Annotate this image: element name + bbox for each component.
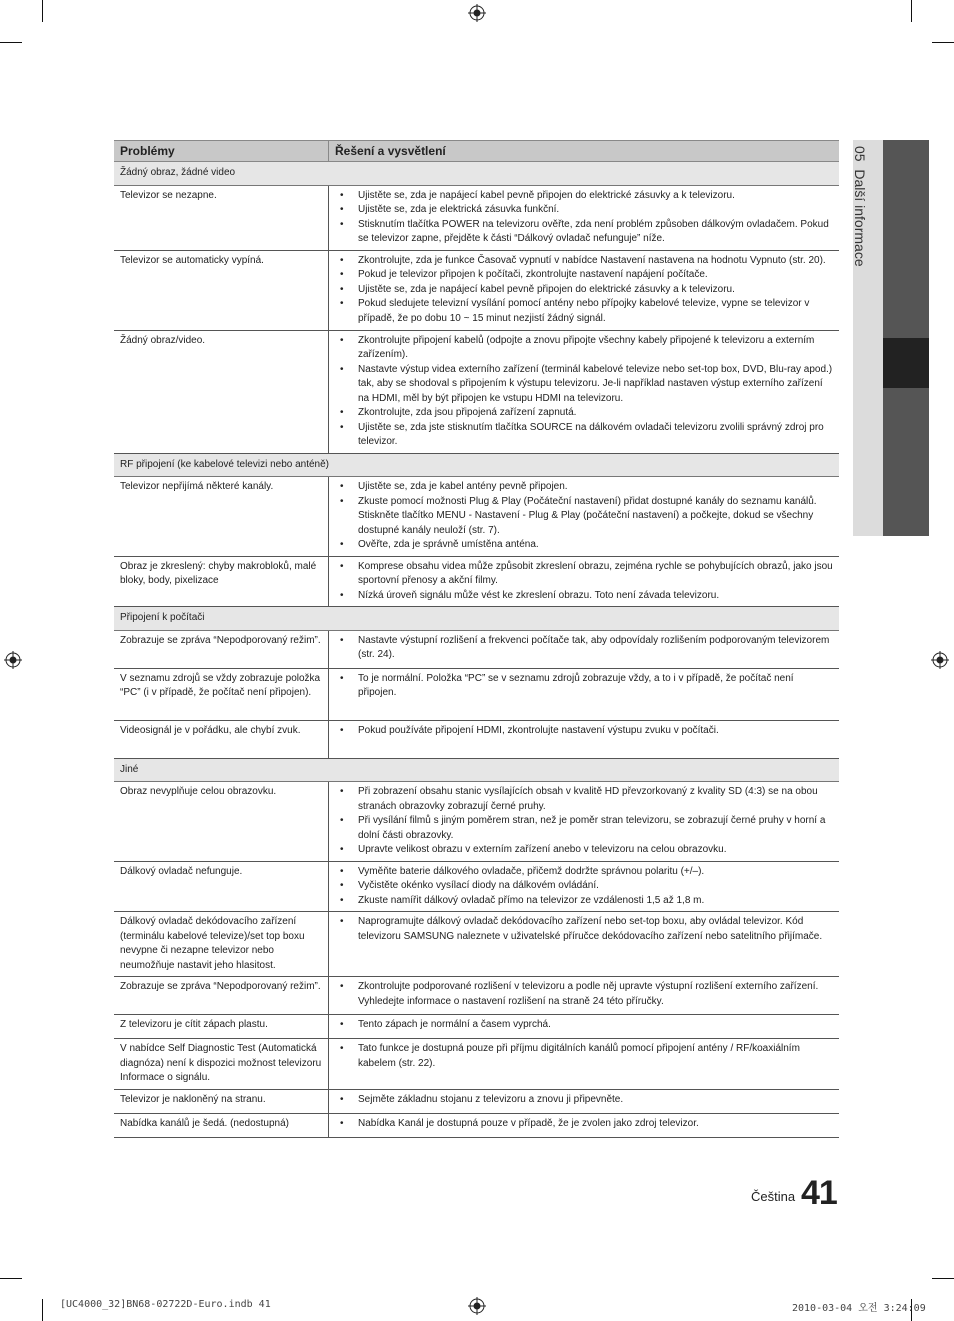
solution-cell xyxy=(329,1113,840,1137)
problem-cell: Dálkový ovladač nefunguje. xyxy=(114,861,329,912)
solution-cell xyxy=(329,1015,840,1039)
solution-item: • Ujistěte se, zda je napájecí kabel pevně připojen do elektrické zásuvky a k televizoru. xyxy=(335,283,833,298)
table-row xyxy=(114,1015,839,1039)
solution-list xyxy=(335,254,833,327)
table-header-row xyxy=(114,141,839,162)
solution-item: • Komprese obsahu videa může způsobit zkreslení obrazu, zejména rychle se pohybujících obrazů, jako jsou sportovní přenosy a akční filmy. xyxy=(335,560,833,589)
table-row xyxy=(114,630,839,668)
solution-cell xyxy=(329,720,840,758)
table-row xyxy=(114,977,839,1015)
registration-mark-icon xyxy=(468,4,486,22)
solution-cell xyxy=(329,185,840,250)
solution-item: • Pokud sledujete televizní vysílání pomocí antény nebo přípojky kabelové televize, vypne se televizor v případě, že po dobu 10 ~ 15 minut nezjistí žádný signál. xyxy=(335,297,833,326)
table-row xyxy=(114,250,839,330)
table-body xyxy=(114,162,839,1138)
solution-item: • Ujistěte se, zda je elektrická zásuvka funkční. xyxy=(335,203,833,218)
side-tab-marker xyxy=(883,338,929,388)
table-row xyxy=(114,782,839,862)
solution-cell xyxy=(329,782,840,862)
problem-cell: Obraz nevyplňuje celou obrazovku. xyxy=(114,782,329,862)
solution-item: • Tato funkce je dostupná pouze při příjmu digitálních kanálů pomocí připojení antény / RF/koaxiálním kabelem (str. 22). xyxy=(335,1042,833,1071)
section-header-row xyxy=(114,162,839,186)
problem-cell: V nabídce Self Diagnostic Test (Automatická diagnóza) není k dispozici možnost televizoru Informace o signálu. xyxy=(114,1039,329,1090)
solution-item: • Zkuste namířit dálkový ovladač přímo na televizor ze vzdálenosti 1,5 až 1,8 m. xyxy=(335,894,833,909)
table-row xyxy=(114,1089,839,1113)
table-row xyxy=(114,477,839,557)
solution-list xyxy=(335,480,833,553)
solution-item: • Ujistěte se, zda jste stisknutím tlačítka SOURCE na dálkovém ovladači televizoru zvolili správný zdroj pro televizor. xyxy=(335,421,833,450)
registration-mark-icon xyxy=(4,651,22,669)
problem-cell: Televizor nepřijímá některé kanály. xyxy=(114,477,329,557)
solution-item: • Při zobrazení obsahu stanic vysílajících obsah v kvalitě HD převzorkovaný z kvality SD (4:3) se na obou stranách obrazovky zobrazují černé pruhy. xyxy=(335,785,833,814)
solution-cell xyxy=(329,1039,840,1090)
crop-mark xyxy=(42,1299,43,1321)
solution-item: • Sejměte základnu stojanu z televizoru a znovu ji připevněte. xyxy=(335,1093,833,1108)
solution-cell xyxy=(329,977,840,1015)
solution-item: • Při vysílání filmů s jiným poměrem stran, než je poměr stran televizoru, se zobrazují černé pruhy v horní a dolní části obrazovky. xyxy=(335,814,833,843)
solution-item: • Nabídka Kanál je dostupná pouze v případě, že je zvolen jako zdroj televizor. xyxy=(335,1117,833,1132)
solution-item: • Nastavte výstupní rozlišení a frekvenci počítače tak, aby odpovídaly rozlišením podporovaným televizorem (str. 24). xyxy=(335,634,833,663)
solution-item: • Zkuste pomocí možnosti Plug & Play (Počáteční nastavení) přidat dostupné kanály do seznamu kanálů. Stiskněte tlačítko MENU - Nastavení - Plug & Play (počáteční nastavení) a počkejte, dokud se všechny dostupné kanály neuloží (str. 7). xyxy=(335,495,833,539)
problem-cell: Zobrazuje se zpráva “Nepodporovaný režim”. xyxy=(114,977,329,1015)
solution-list xyxy=(335,785,833,858)
problem-cell: V seznamu zdrojů se vždy zobrazuje položka “PC” (i v případě, že počítač není připojen). xyxy=(114,668,329,720)
chapter-number: 05 xyxy=(852,146,868,162)
section-title: Žádný obraz, žádné video xyxy=(114,162,839,186)
problem-cell: Televizor se nezapne. xyxy=(114,185,329,250)
section-title: RF připojení (ke kabelové televizi nebo anténě) xyxy=(114,453,839,477)
solution-item: • Pokud je televizor připojen k počítači, zkontrolujte nastavení napájení počítače. xyxy=(335,268,833,283)
table-row xyxy=(114,556,839,607)
solution-item: • Zkontrolujte podporované rozlišení v televizoru a podle něj upravte výstupní rozlišení externího zařízení. Vyhledejte informace o nastavení rozlišení na straně 24 této příručky. xyxy=(335,980,833,1009)
registration-mark-icon xyxy=(468,1297,486,1315)
table-row xyxy=(114,1039,839,1090)
solution-cell xyxy=(329,861,840,912)
crop-mark xyxy=(0,1278,22,1279)
solution-item: • Ujistěte se, zda je napájecí kabel pevně připojen do elektrické zásuvky a k televizoru. xyxy=(335,189,833,204)
problem-cell: Dálkový ovladač dekódovacího zařízení (terminálu kabelové televize)/set top boxu nevypne či nezapne televizor nebo neumožňuje nastavit jeho hlasitost. xyxy=(114,912,329,977)
problem-cell: Televizor se automaticky vypíná. xyxy=(114,250,329,330)
header-solutions: Řešení a vysvětlení xyxy=(329,141,840,162)
solution-cell xyxy=(329,477,840,557)
solution-item: • Vyčistěte okénko vysílací diody na dálkovém ovládání. xyxy=(335,879,833,894)
solution-list xyxy=(335,634,833,663)
problem-cell: Z televizoru je cítit zápach plastu. xyxy=(114,1015,329,1039)
crop-mark xyxy=(932,1278,954,1279)
solution-list xyxy=(335,1018,833,1033)
language-label: Čeština xyxy=(751,1189,796,1204)
problem-cell: Zobrazuje se zpráva “Nepodporovaný režim”. xyxy=(114,630,329,668)
crop-mark xyxy=(0,42,22,43)
solution-item: • Zkontrolujte připojení kabelů (odpojte a znovu připojte všechny kabely připojené k televizoru a externím zařízením). xyxy=(335,334,833,363)
section-title: Jiné xyxy=(114,758,839,782)
solution-list xyxy=(335,1042,833,1071)
table-row xyxy=(114,668,839,720)
solution-item: • Nastavte výstup videa externího zařízení (terminál kabelové televize nebo set-top box, DVD, Blu-ray apod.) tak, aby se shodoval s připojením k výstupu televizoru. Je-li například nastaven výstup externího zařízení na HDMI, měl by být připojen ke vstupu HDMI na televizoru. xyxy=(335,363,833,407)
crop-mark xyxy=(42,0,43,22)
section-title: Připojení k počítači xyxy=(114,607,839,631)
table-row xyxy=(114,1113,839,1137)
solution-item: • Ověřte, zda je správně umístěna anténa. xyxy=(335,538,833,553)
solution-item: • Naprogramujte dálkový ovladač dekódovacího zařízení nebo set-top boxu, aby ovládal televizor. Kód televizoru SAMSUNG naleznete v uživatelské příručce dekódovacího zařízení nebo satelitního přijímače. xyxy=(335,915,833,944)
solution-item: • Zkontrolujte, zda jsou připojená zařízení zapnutá. xyxy=(335,406,833,421)
solution-item: • Stisknutím tlačítka POWER na televizoru ověřte, zda není problém způsoben dálkovým ovladačem. Pokud se televizor zapne, přejděte k části “Dálkový ovladač nefunguje” níže. xyxy=(335,218,833,247)
solution-list xyxy=(335,189,833,247)
solution-list xyxy=(335,915,833,944)
solution-cell xyxy=(329,556,840,607)
section-header-row xyxy=(114,453,839,477)
solution-list xyxy=(335,1117,833,1132)
solution-item: • To je normální. Položka “PC” se v seznamu zdrojů zobrazuje vždy, a to i v případě, že počítač není připojen. xyxy=(335,672,833,701)
table-row xyxy=(114,185,839,250)
solution-list xyxy=(335,1093,833,1108)
solution-item: • Pokud používáte připojení HDMI, zkontrolujte nastavení výstupu zvuku v počítači. xyxy=(335,724,833,739)
solution-cell xyxy=(329,330,840,453)
solution-cell xyxy=(329,912,840,977)
solution-cell xyxy=(329,250,840,330)
crop-mark xyxy=(932,42,954,43)
solution-item: • Tento zápach je normální a časem vyprchá. xyxy=(335,1018,833,1033)
table-row xyxy=(114,912,839,977)
solution-item: • Nízká úroveň signálu může vést ke zkreslení obrazu. Toto není závada televizoru. xyxy=(335,589,833,604)
crop-mark xyxy=(911,0,912,22)
registration-mark-icon xyxy=(931,651,949,669)
section-header-row xyxy=(114,758,839,782)
file-info: [UC4000_32]BN68-02722D-Euro.indb 41 xyxy=(60,1299,271,1310)
page-number: 41 xyxy=(801,1174,837,1212)
table-row xyxy=(114,720,839,758)
header-problems: Problémy xyxy=(114,141,329,162)
chapter-title: Další informace xyxy=(852,169,868,267)
solution-cell xyxy=(329,630,840,668)
print-timestamp: 2010-03-04 오전 3:24:09 xyxy=(792,1303,926,1314)
solution-list xyxy=(335,334,833,450)
problem-cell: Televizor je nakloněný na stranu. xyxy=(114,1089,329,1113)
solution-list xyxy=(335,980,833,1009)
troubleshooting-table xyxy=(114,140,839,1138)
solution-item: • Ujistěte se, zda je kabel antény pevně připojen. xyxy=(335,480,833,495)
solution-item: • Zkontrolujte, zda je funkce Časovač vypnutí v nabídce Nastavení nastavena na hodnotu Vypnuto (str. 20). xyxy=(335,254,833,269)
side-tab-label xyxy=(852,146,868,267)
solution-item: • Upravte velikost obrazu v externím zařízení anebo v televizoru na celou obrazovku. xyxy=(335,843,833,858)
solution-cell xyxy=(329,1089,840,1113)
problem-cell: Žádný obraz/video. xyxy=(114,330,329,453)
solution-list xyxy=(335,724,833,739)
table-row xyxy=(114,330,839,453)
solution-list xyxy=(335,560,833,604)
solution-item: • Vyměňte baterie dálkového ovladače, přičemž dodržte správnou polaritu (+/–). xyxy=(335,865,833,880)
section-header-row xyxy=(114,607,839,631)
solution-list xyxy=(335,865,833,909)
problem-cell: Obraz je zkreslený: chyby makrobloků, malé bloky, body, pixelizace xyxy=(114,556,329,607)
problem-cell: Videosignál je v pořádku, ale chybí zvuk. xyxy=(114,720,329,758)
solution-list xyxy=(335,672,833,701)
solution-cell xyxy=(329,668,840,720)
table-row xyxy=(114,861,839,912)
problem-cell: Nabídka kanálů je šedá. (nedostupná) xyxy=(114,1113,329,1137)
